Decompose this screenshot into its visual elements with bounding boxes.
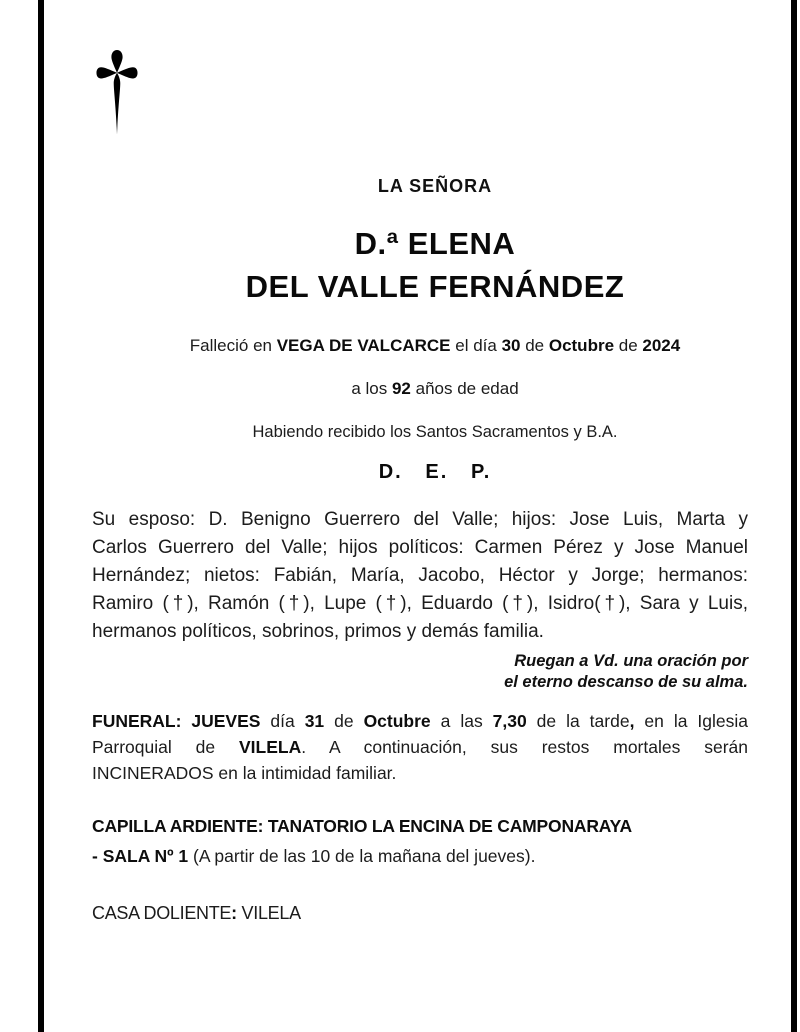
sacraments-line: Habiendo recibido los Santos Sacramentos y B.A. [252,423,618,441]
family-paragraph [92,506,748,646]
deceased-name-line1: D.ª ELENA [354,226,516,261]
family-line: Hernández; nietos: Fabián, María, Jacobo, Héctor y Jorge; hermanos: [92,565,748,586]
funeral-line: INCINERADOS en la intimidad familiar. [92,763,397,783]
age-line: a los 92 años de edad [351,379,519,398]
funeral-line: Parroquial de VILELA. A continuación, sus restos mortales serán [92,737,748,757]
funeral-paragraph [92,708,748,786]
mourning-home-line: CASA DOLIENTE: VILELA [92,903,301,923]
honorific-heading: LA SEÑORA [377,176,493,196]
dep-abbreviation: D. E. P. [378,461,492,483]
funeral-line: FUNERAL: JUEVES día 31 de Octubre a las 7,30 de la tarde, en la Iglesia [92,711,748,731]
family-line: Ramiro (†), Ramón (†), Lupe (†), Eduardo (†), Isidro(†), Sara y Luis, [92,593,748,614]
family-line: Carlos Guerrero del Valle; hijos políticos: Carmen Pérez y Jose Manuel [92,537,748,558]
family-line: Su esposo: D. Benigno Guerrero del Valle; hijos: Jose Luis, Marta y [92,509,748,530]
deceased-name-line2: DEL VALLE FERNÁNDEZ [245,269,625,304]
latin-cross-icon [96,45,138,139]
prayer-request [92,651,748,693]
death-place-date-line: Falleció en VEGA DE VALCARCE el día 30 de Octubre de 2024 [189,336,681,355]
deceased-name [122,222,748,308]
chapel-line1: CAPILLA ARDIENTE: TANATORIO LA ENCINA DE CAMPONARAYA [92,816,632,836]
chapel-section [92,811,748,871]
prayer-line2: el eterno descanso de su alma. [504,673,748,691]
right-border-rule [791,0,797,1032]
family-line: hermanos políticos, sobrinos, primos y demás familia. [92,621,544,642]
chapel-line2: - SALA Nº 1 (A partir de las 10 de la mañana del jueves). [92,846,536,866]
left-border-rule [38,0,44,1032]
prayer-line1: Ruegan a Vd. una oración por [514,652,748,670]
